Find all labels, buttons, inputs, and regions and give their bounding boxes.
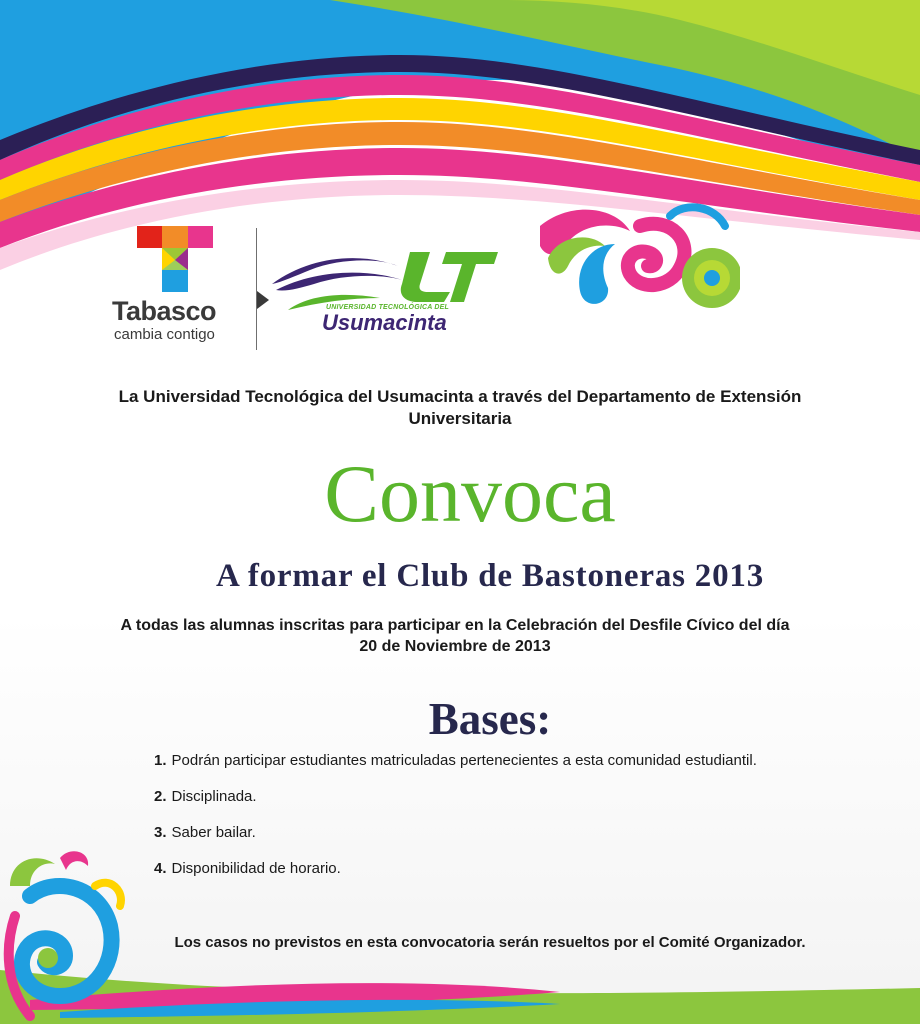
subtitle: A formar el Club de Bastoneras 2013 [215, 558, 765, 594]
bases-list [154, 752, 854, 896]
audience-text: A todas las alumnas inscritas para participar en la Celebración del Desfile Cívico del día 20 de Noviembre de 2013 [120, 617, 790, 655]
chevron-right-icon [257, 291, 269, 309]
list-item-number: 2. [154, 788, 167, 805]
paint-splash-decoration [520, 196, 740, 326]
ut-subtitle: UNIVERSIDAD TECNOLÓGICA DEL [326, 304, 449, 311]
tabasco-t-icon [137, 226, 213, 292]
logo-divider [256, 228, 257, 350]
list-item [154, 860, 854, 896]
list-item [154, 824, 854, 860]
list-item [154, 788, 854, 824]
ut-usumacinta-logo [270, 244, 506, 344]
list-item-text: Podrán participar estudiantes matriculadas pertenecientes a esta comunidad estudiantil. [171, 752, 757, 769]
footer-note: Los casos no previstos en esta convocatoria serán resueltos por el Comité Organizador. [174, 934, 806, 951]
intro-text: La Universidad Tecnológica del Usumacinta a través del Departamento de Extensión Universitaria [118, 387, 802, 428]
tabasco-tagline: cambia contigo [114, 326, 215, 343]
list-item-number: 1. [154, 752, 167, 769]
tabasco-name: Tabasco [112, 296, 217, 326]
bases-title: Bases: [428, 694, 552, 744]
list-item [154, 752, 854, 788]
main-heading: Convoca [324, 448, 616, 539]
list-item-text: Disponibilidad de horario. [171, 860, 341, 877]
ut-name: Usumacinta [322, 310, 447, 335]
list-item-text: Disciplinada. [171, 788, 257, 805]
tabasco-logo [112, 226, 242, 346]
list-item-number: 3. [154, 824, 167, 841]
list-item-text: Saber bailar. [171, 824, 256, 841]
paint-swirl-decoration [0, 846, 130, 1024]
list-item-number: 4. [154, 860, 167, 877]
